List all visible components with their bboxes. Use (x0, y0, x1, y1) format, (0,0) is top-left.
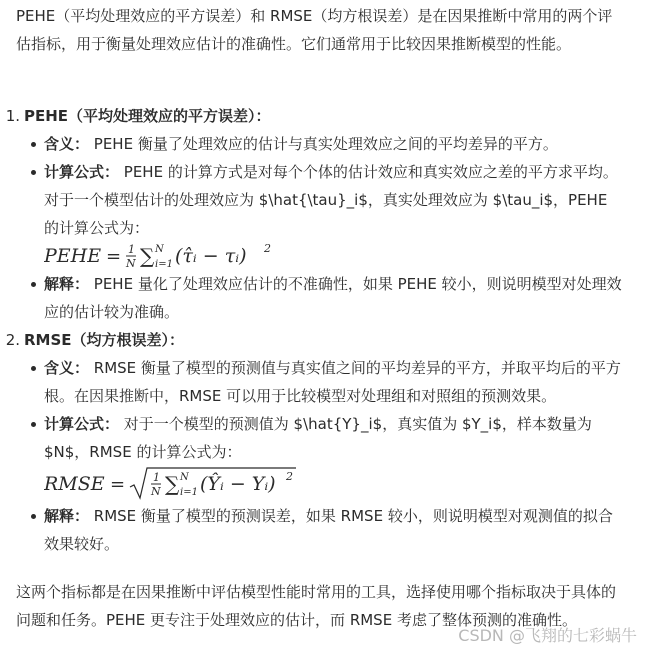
svg-text:=: = (110, 474, 126, 495)
item-label: 解释： (44, 507, 90, 525)
svg-text:N: N (126, 257, 136, 270)
svg-text:N: N (151, 485, 161, 498)
section-heading-rmse (0, 326, 184, 354)
rmse-formula-graphic (44, 465, 304, 501)
svg-text:RMSE: RMSE (44, 473, 105, 495)
list-number: 1. (5, 107, 20, 125)
svg-text:N: N (180, 472, 189, 483)
item-text: RMSE 衡量了模型的预测值与真实值之间的平均差异的平方，并取平均后的平方根。在因果推断中，RMSE 可以用于比较模型对处理组和对照组的预测效果。 (44, 359, 621, 405)
item-label: 含义： (44, 135, 90, 153)
item-text: RMSE 衡量了模型的预测误差，如果 RMSE 较小，则说明模型对观测值的拟合效果较好。 (44, 507, 613, 553)
svg-text:2: 2 (286, 470, 293, 483)
section-title: PEHE（平均处理效应的平方误差）： (24, 107, 271, 125)
list-item (44, 158, 624, 242)
svg-text:i=1: i=1 (155, 259, 173, 270)
pehe-formula-graphic (44, 241, 284, 271)
svg-text:i=1: i=1 (180, 487, 198, 498)
item-label: 计算公式： (44, 163, 120, 181)
svg-text:∑: ∑ (165, 472, 180, 496)
csdn-watermark: CSDN @飞翔的七彩蜗牛 (458, 626, 637, 645)
item-label: 含义： (44, 359, 90, 377)
intro-paragraph: PEHE（平均处理效应的平方误差）和 RMSE（均方根误差）是在因果推断中常用的两个评估指标，用于衡量处理效应估计的准确性。它们通常用于比较因果推断模型的性能。 (16, 7, 613, 53)
svg-text:2: 2 (264, 242, 271, 255)
list-item (44, 130, 624, 158)
section-heading-pehe (0, 102, 271, 130)
list-item (44, 354, 624, 410)
svg-text:N: N (155, 244, 164, 255)
list-item (44, 270, 624, 326)
list-item (44, 410, 624, 466)
conclusion-paragraph: 这两个指标都是在因果推断中评估模型性能时常用的工具，选择使用哪个指标取决于具体的问题和任务。PEHE 更专注于处理效应的估计，而 RMSE 考虑了整体预测的准确性。 (16, 583, 617, 629)
svg-text:(Ŷᵢ − Yᵢ): (Ŷᵢ − Yᵢ) (200, 473, 276, 495)
list-item (44, 502, 624, 558)
item-text: 对于一个模型的预测值为 $\hat{Y}_i$，真实值为 $Y_i$，样本数量为 $N$，RMSE 的计算公式为： (44, 415, 592, 461)
svg-text:1: 1 (128, 243, 135, 256)
item-text: PEHE 量化了处理效应估计的不准确性，如果 PEHE 较小，则说明模型对处理效应的估计较为准确。 (44, 275, 622, 321)
list-number: 2. (5, 331, 20, 349)
svg-text:1: 1 (153, 471, 160, 484)
svg-text:=: = (106, 246, 122, 267)
section-title: RMSE（均方根误差）： (24, 331, 185, 349)
item-label: 计算公式： (44, 415, 120, 433)
svg-text:(τ̂ᵢ − τᵢ): (τ̂ᵢ − τᵢ) (175, 245, 247, 267)
item-text: PEHE 的计算方式是对每个个体的估计效应和真实效应之差的平方求平均。对于一个模型估计的处理效应为 $\hat{\tau}_i$，真实处理效应为 $\tau_i$，PEHE 的计算公式为： (44, 163, 618, 237)
item-label: 解释： (44, 275, 90, 293)
svg-text:PEHE: PEHE (44, 245, 102, 267)
svg-text:∑: ∑ (140, 244, 155, 268)
item-text: PEHE 衡量了处理效应的估计与真实处理效应之间的平均差异的平方。 (89, 135, 558, 153)
